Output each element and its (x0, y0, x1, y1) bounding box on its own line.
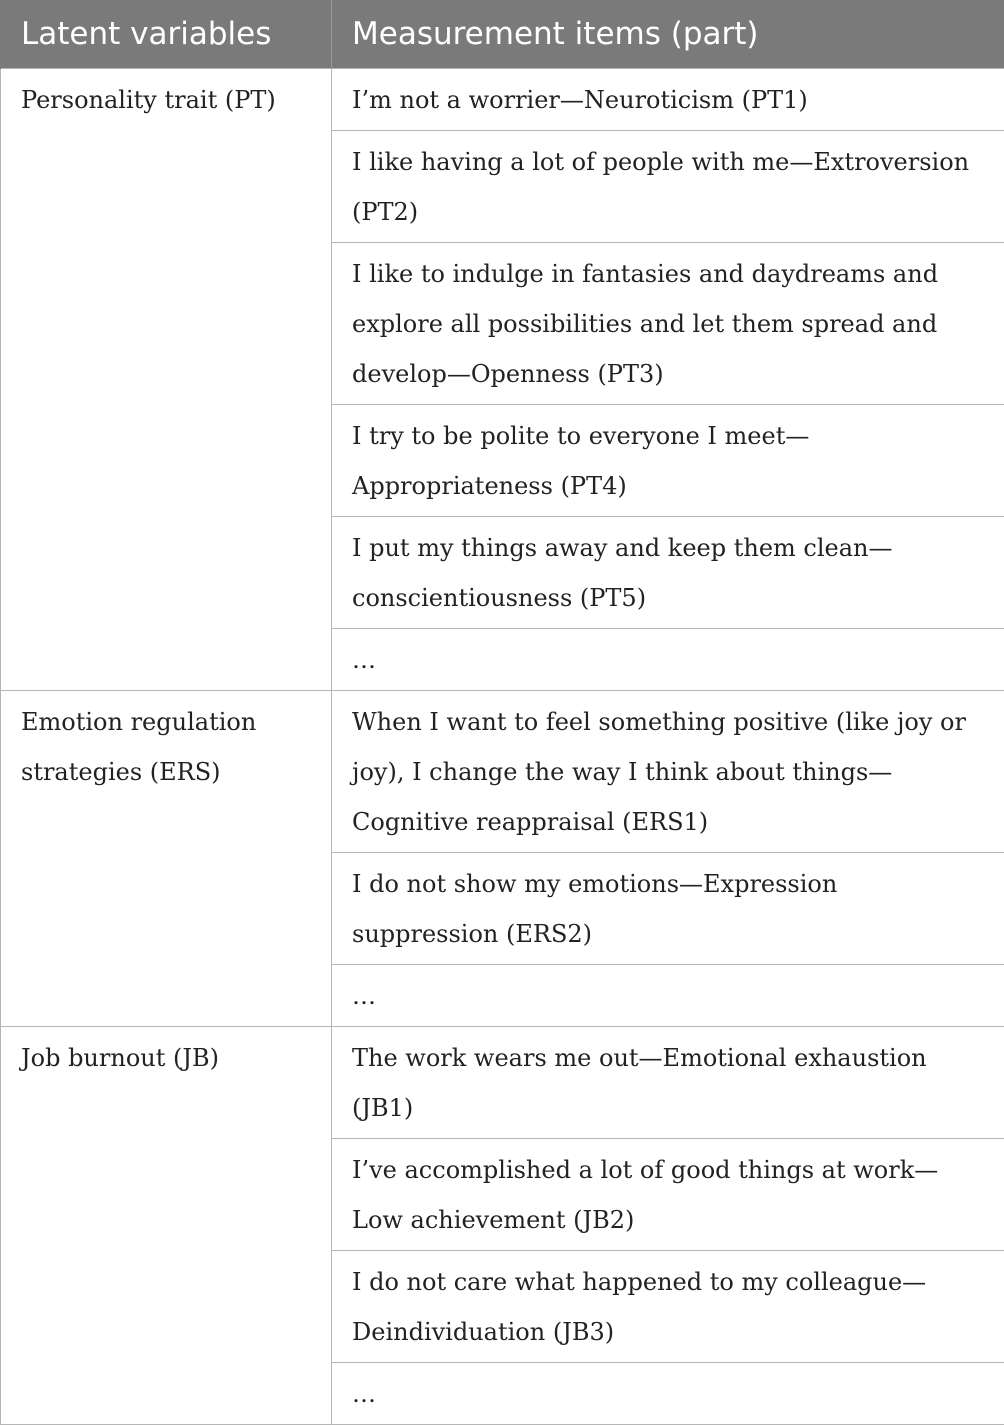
table-body (1, 69, 1004, 1425)
measurement-item-cell: When I want to feel something positive (like joy or joy), I change the way I think about things—Cognitive reappraisal (ERS1) (332, 691, 1004, 853)
measurement-item-cell: The work wears me out—Emotional exhaustion (JB1) (332, 1027, 1004, 1139)
measurement-item-cell: I like having a lot of people with me—Extroversion (PT2) (332, 131, 1004, 243)
table-row (1, 69, 1004, 131)
measurement-item-cell: I put my things away and keep them clean—conscientiousness (PT5) (332, 517, 1004, 629)
ellipsis-cell: … (332, 1363, 1004, 1425)
header-row (1, 0, 1004, 69)
ellipsis-cell: … (332, 965, 1004, 1027)
measurement-item-cell: I’ve accomplished a lot of good things at work—Low achievement (JB2) (332, 1139, 1004, 1251)
latent-variable-cell: Emotion regulation strategies (ERS) (1, 691, 332, 1027)
latent-variable-cell: Job burnout (JB) (1, 1027, 332, 1425)
ellipsis-cell: … (332, 629, 1004, 691)
measurement-item-cell: I’m not a worrier—Neuroticism (PT1) (332, 69, 1004, 131)
measurement-item-cell: I do not show my emotions—Expression suppression (ERS2) (332, 853, 1004, 965)
table-header (1, 0, 1004, 69)
latent-variable-cell: Personality trait (PT) (1, 69, 332, 691)
header-latent-variables: Latent variables (1, 0, 332, 69)
table-row (1, 691, 1004, 853)
measurement-item-cell: I like to indulge in fantasies and daydreams and explore all possibilities and let them spread and develop—Openness (PT3) (332, 243, 1004, 405)
measurement-item-cell: I try to be polite to everyone I meet—Appropriateness (PT4) (332, 405, 1004, 517)
measurement-item-cell: I do not care what happened to my colleague—Deindividuation (JB3) (332, 1251, 1004, 1363)
header-measurement-items: Measurement items (part) (332, 0, 1004, 69)
table-row (1, 1027, 1004, 1139)
